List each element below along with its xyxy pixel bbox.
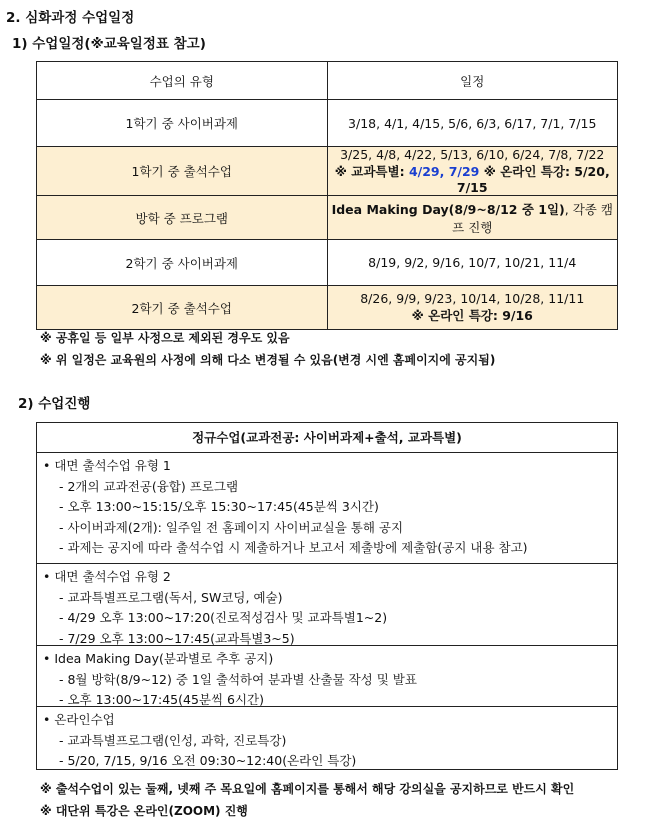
- section-title: • 대면 출석수업 유형 2: [43, 569, 171, 584]
- list-item: - 7/29 오후 13:00~17:45(교과특별3~5): [59, 630, 295, 646]
- row-dates-line: 8/26, 9/9, 9/23, 10/14, 10/28, 11/11: [360, 291, 585, 306]
- list-item: - 4/29 오후 13:00~17:20(진로적성검사 및 교과특별1~2): [59, 610, 388, 625]
- list-item: - 과제는 공지에 따라 출석수업 시 제출하거나 보고서 제출방에 제출함(공지 내용 참고): [59, 540, 528, 555]
- progress-section: [36, 646, 618, 707]
- row-dates: 8/19, 9/2, 9/16, 10/7, 10/21, 11/4: [327, 240, 618, 286]
- list-item: - 오후 13:00~15:15/오후 15:30~17:45(45분씩 3시간): [59, 499, 379, 514]
- extra-online: ※ 온라인 특강: 5/20, 7/15: [456, 164, 610, 195]
- extra-special-dates: 4/29, 7/29: [408, 164, 480, 179]
- list-item: - 사이버과제(2개): 일주일 전 홈페이지 사이버교실을 통해 공지: [59, 519, 404, 535]
- table-row: [37, 286, 618, 330]
- header-type: 수업의 유형: [37, 62, 328, 100]
- section-title: • 온라인수업: [43, 712, 115, 727]
- header-dates: 일정: [327, 62, 618, 100]
- row-type: 2학기 중 사이버과제: [37, 240, 328, 286]
- row-type: 2학기 중 출석수업: [37, 286, 328, 330]
- section-title: • 대면 출석수업 유형 1: [43, 458, 171, 473]
- row-type: 1학기 중 출석수업: [37, 147, 328, 196]
- section-title: • Idea Making Day(분과별로 추후 공지): [43, 651, 274, 666]
- progress-note: ※ 출석수업이 있는 둘째, 넷째 주 목요일에 홈페이지를 통해서 해당 강의실을 공지하므로 반드시 확인: [40, 782, 575, 796]
- progress-section: [36, 453, 618, 564]
- list-item: - 2개의 교과전공(융합) 프로그램: [59, 478, 239, 494]
- row-type: 방학 중 프로그램: [37, 196, 328, 240]
- camp-text: , 각종 캠프 진행: [452, 201, 613, 235]
- section-title: 2. 심화과정 수업일정: [6, 10, 135, 26]
- table-row: [37, 240, 618, 286]
- table-row: [37, 100, 618, 147]
- table-row: [37, 196, 618, 240]
- progress-subtitle: 2) 수업진행: [18, 396, 91, 412]
- progress-header: 정규수업(교과전공: 사이버과제+출석, 교과특별): [36, 422, 618, 453]
- row-dates-line: 3/25, 4/8, 4/22, 5/13, 6/10, 6/24, 7/8, 7/22: [340, 147, 605, 162]
- schedule-note: ※ 공휴일 등 일부 사정으로 제외된 경우도 있음: [40, 331, 290, 345]
- row-dates: [327, 147, 618, 196]
- extra-prefix: ※ 교과특별:: [334, 164, 409, 179]
- progress-section: [36, 564, 618, 646]
- list-item: - 8월 방학(8/9~12) 중 1일 출석하여 분과별 산출물 작성 및 발표: [59, 671, 417, 687]
- row-dates: [327, 196, 618, 240]
- schedule-subtitle: 1) 수업일정(※교육일정표 참고): [12, 36, 206, 52]
- table-row: [37, 147, 618, 196]
- schedule-note: ※ 위 일정은 교육원의 사정에 의해 다소 변경될 수 있음(변경 시엔 홈페이지에 공지됨): [40, 353, 496, 367]
- progress-section: [36, 707, 618, 770]
- list-item: - 5/20, 7/15, 9/16 오전 09:30~12:40(온라인 특강): [59, 753, 357, 768]
- row-type: 1학기 중 사이버과제: [37, 100, 328, 147]
- progress-note: ※ 대단위 특강은 온라인(ZOOM) 진행: [40, 804, 248, 818]
- row-dates: 3/18, 4/1, 4/15, 5/6, 6/3, 6/17, 7/1, 7/15: [327, 100, 618, 147]
- schedule-table: [36, 61, 618, 330]
- row-extra: ※ 온라인 특강: 9/16: [411, 308, 533, 323]
- list-item: - 교과특별프로그램(인성, 과학, 진로특강): [59, 732, 287, 748]
- row-dates: [327, 286, 618, 330]
- list-item: - 교과특별프로그램(독서, SW코딩, 예술): [59, 589, 283, 605]
- idea-making-day: Idea Making Day(8/9~8/12 중 1일): [331, 201, 565, 217]
- list-item: - 오후 13:00~17:45(45분씩 6시간): [59, 692, 265, 707]
- row-extra: [332, 162, 614, 195]
